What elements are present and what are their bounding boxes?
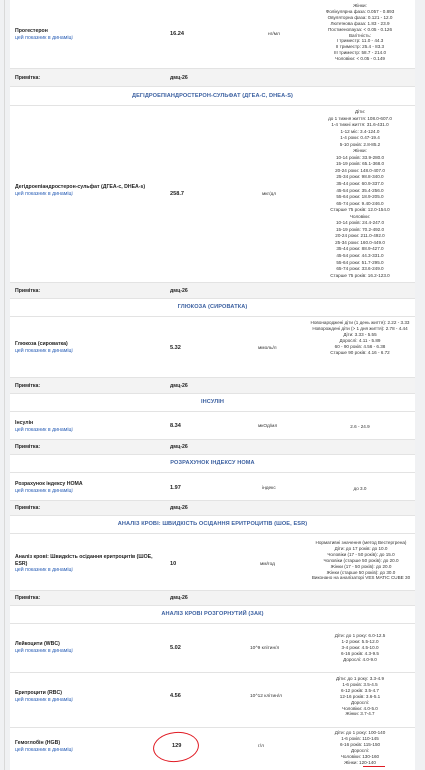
result-unit: 10^9 клітин/л [250,646,280,651]
note-label: Примітка: [15,383,41,389]
note-row [10,69,415,87]
section-header-dhea: ДЕГІДРОЕПІАНДРОСТЕРОН-СУЛЬФАТ (ДГЕА-С, DHEA-S) [10,87,415,106]
reference-range: до 3.0 [353,486,367,491]
test-name-cell [15,554,165,574]
result-row-insulin [10,412,415,440]
test-name-cell [15,740,165,753]
note-row [10,501,415,516]
result-unit: індекс [262,486,276,491]
test-name-cell [15,28,165,41]
reference-range: Жінки: Фолікулярна фаза: 0.057 - 0.893 Овуляторна фаза: 0.121 - 12.0 Лютеїнова фаза: 1.83 - 23.9 Постменопауза: < 0.05 - 0.126 Вагітність: I триместр: 11.0 - 44.3 II триместр: 25.4 - 83.3 III триместр: 58.7 - 214.0 Чоловіки: < 0.05 - 0.149 [325,3,395,62]
result-value: 5.32 [170,345,181,351]
result-value: 10 [170,561,177,567]
result-unit: нг/мл [268,32,280,37]
note-label: Примітка: [15,595,41,601]
result-row-progesterone [10,0,415,69]
note-value: дмц-26 [170,595,188,601]
result-unit: ммоль/л [258,346,277,351]
dynamics-link[interactable]: цей показник в динаміці [15,347,73,354]
dynamics-link[interactable]: цей показник в динаміці [15,696,73,703]
result-unit: мм/год [260,562,275,567]
result-value: 16.24 [170,31,184,37]
test-name: Гемоглобін (HGB) [15,740,61,746]
test-name: Аналіз крові: Швидкість осідання еритроцитів (ШОЕ, ESR) [15,554,153,567]
test-name: Інсулін [15,420,34,426]
result-row-homa [10,473,415,501]
red-underline-annotation [363,766,385,767]
result-value: 1.97 [170,485,181,491]
test-name-cell [15,481,165,494]
left-border [4,0,5,770]
result-value: 8.34 [170,423,181,429]
result-row-wbc [10,624,415,673]
result-unit: мкг/дл [262,192,277,197]
test-name: Еритроцити (RBC) [15,690,62,696]
test-name-cell [15,420,165,433]
note-row [10,283,415,299]
test-name: Прогестерон [15,28,48,34]
note-label: Примітка: [15,288,41,294]
dynamics-link[interactable]: цей показник в динаміці [15,567,73,573]
section-header-cbc: АНАЛІЗ КРОВІ РОЗГОРНУТИЙ (ЗАК) [10,606,415,624]
note-label: Примітка: [15,505,41,511]
reference-range: Нормативні значення (метод Вестергрена) Діти: до 17 років: до 10.0 Чоловіки (17 - 50 років): до 15.0 Чоловіки (старше 50 років): до 20.0 Жінки (17 - 50 років): до 20.0 Жінки (старше 50 років): до 30.0 Виконано на аналізаторі VES MATIC CUBE 30 [311,540,411,581]
dynamics-link[interactable]: цей показник в динаміці [15,34,73,41]
test-name: Дегідроепіандростерон-сульфат (ДГЕА-с, DHEA-s) [15,184,146,190]
result-row-glucose [10,317,415,378]
note-label: Примітка: [15,444,41,450]
result-value: 4.56 [170,693,181,699]
test-name: Лейкоцити (WBC) [15,641,60,647]
result-row-hgb [10,728,415,770]
note-row [10,378,415,394]
note-value: дмц-26 [170,75,188,81]
result-row-rbc [10,673,415,728]
note-label: Примітка: [15,75,41,81]
reference-range: 2.6 - 24.9 [350,424,370,429]
note-value: дмц-26 [170,444,188,450]
test-name-cell [15,341,165,354]
dynamics-link[interactable]: цей показник в динаміці [15,426,73,433]
section-header-insulin: ІНСУЛІН [10,394,415,412]
reference-range: Діти: до 1 тижня життя: 108.0-607.0 1-4 тижні життя: 31.6-431.0 1-12 міс: 3.4-124.0 1-4 роки: 0.47-19.4 5-10 років: 2.8-85.2 Жінки: 10-14 років: 33.9-280.0 15-19 років: 65.1-368.0 20-24 роки: 148.0-407.0 25-34 роки: 98.8-340.0 35-44 роки: 60.9-337.0 45-54 роки: 35.4-256.0 55-64 роки: 18.9-205.0 65-74 роки: 9.40-246.0 Старше 75 років: 12.0-154.0 Чоловіки: 10-14 років: 24.4-247.0 15-19 років: 70.2-492.0 20-24 роки: 211.0-492.0 25-34 роки: 160.0-449.0 35-44 роки: 88.9-427.0 45-54 роки: 44.3-331.0 55-64 роки: 51.7-295.0 65-74 роки: 33.6-249.0 Старше 75 років: 16.2-123.0 [328,109,392,278]
note-value: дмц-26 [170,383,188,389]
test-name-cell [15,690,165,703]
result-value: 129 [172,743,182,749]
section-header-homa: РОЗРАХУНОК ІНДЕКСУ HOMA [10,455,415,473]
note-value: дмц-26 [170,288,188,294]
reference-range: Діти: до 1 року: 6.0-12.5 1-2 роки: 5.5-12.0 3-4 роки: 4.5-10.0 6-16 років: 4.3-9.5 Дорослі: 4.0-9.0 [334,633,386,662]
result-value: 258.7 [170,191,184,197]
note-row [10,591,415,606]
dynamics-link[interactable]: цей показник в динаміці [15,190,73,197]
section-header-esr: АНАЛІЗ КРОВІ: ШВИДКІСТЬ ОСІДАННЯ ЕРИТРОЦИТІВ (ШОЕ, ESR) [10,516,415,534]
result-unit: мкОд/мл [258,424,278,429]
result-row-dhea [10,106,415,283]
dynamics-link[interactable]: цей показник в динаміці [15,487,73,494]
section-header-glucose: ГЛЮКОЗА (СИРОВАТКА) [10,299,415,317]
result-value: 5.02 [170,645,181,651]
test-name-cell [15,184,165,197]
result-row-esr [10,534,415,591]
test-name: Глюкоза (сироватка) [15,341,68,347]
dynamics-link[interactable]: цей показник в динаміці [15,647,73,654]
result-unit: 10^12 клітин/л [250,694,282,699]
dynamics-link[interactable]: цей показник в динаміці [15,746,73,753]
note-value: дмц-26 [170,505,188,511]
reference-range: Діти: до 1 року: 3.3-4.9 1-6 років: 3.5-4.5 6-12 років: 3.5-4.7 12-16 років: 3.6-5.1 Дорослі: Чоловіки: 4.0-5.0 Жінки: 3.7-4.7 [335,676,385,717]
test-name: Розрахунок індексу HOMA [15,481,83,487]
reference-range: Діти: до 1 року: 100-140 1-6 років: 110-145 6-16 років: 115-150 Дорослі: Чоловіки: 130-160 Жінки: 120-140 [334,730,386,765]
reference-range: Новонароджені діти (1 день життя): 2.22 - 3.33 Новорождені діти (> 1 дня життя): 2.78 - 4.44 Діти: 3.33 - 5.55 Дорослі: 4.11 - 5.89 60 - 90 років: 4.56 - 6.38 Старше 90 років: 4.16 - 6.72 [310,320,410,355]
note-row [10,440,415,455]
test-name-cell [15,641,165,654]
result-unit: г/л [258,744,264,749]
